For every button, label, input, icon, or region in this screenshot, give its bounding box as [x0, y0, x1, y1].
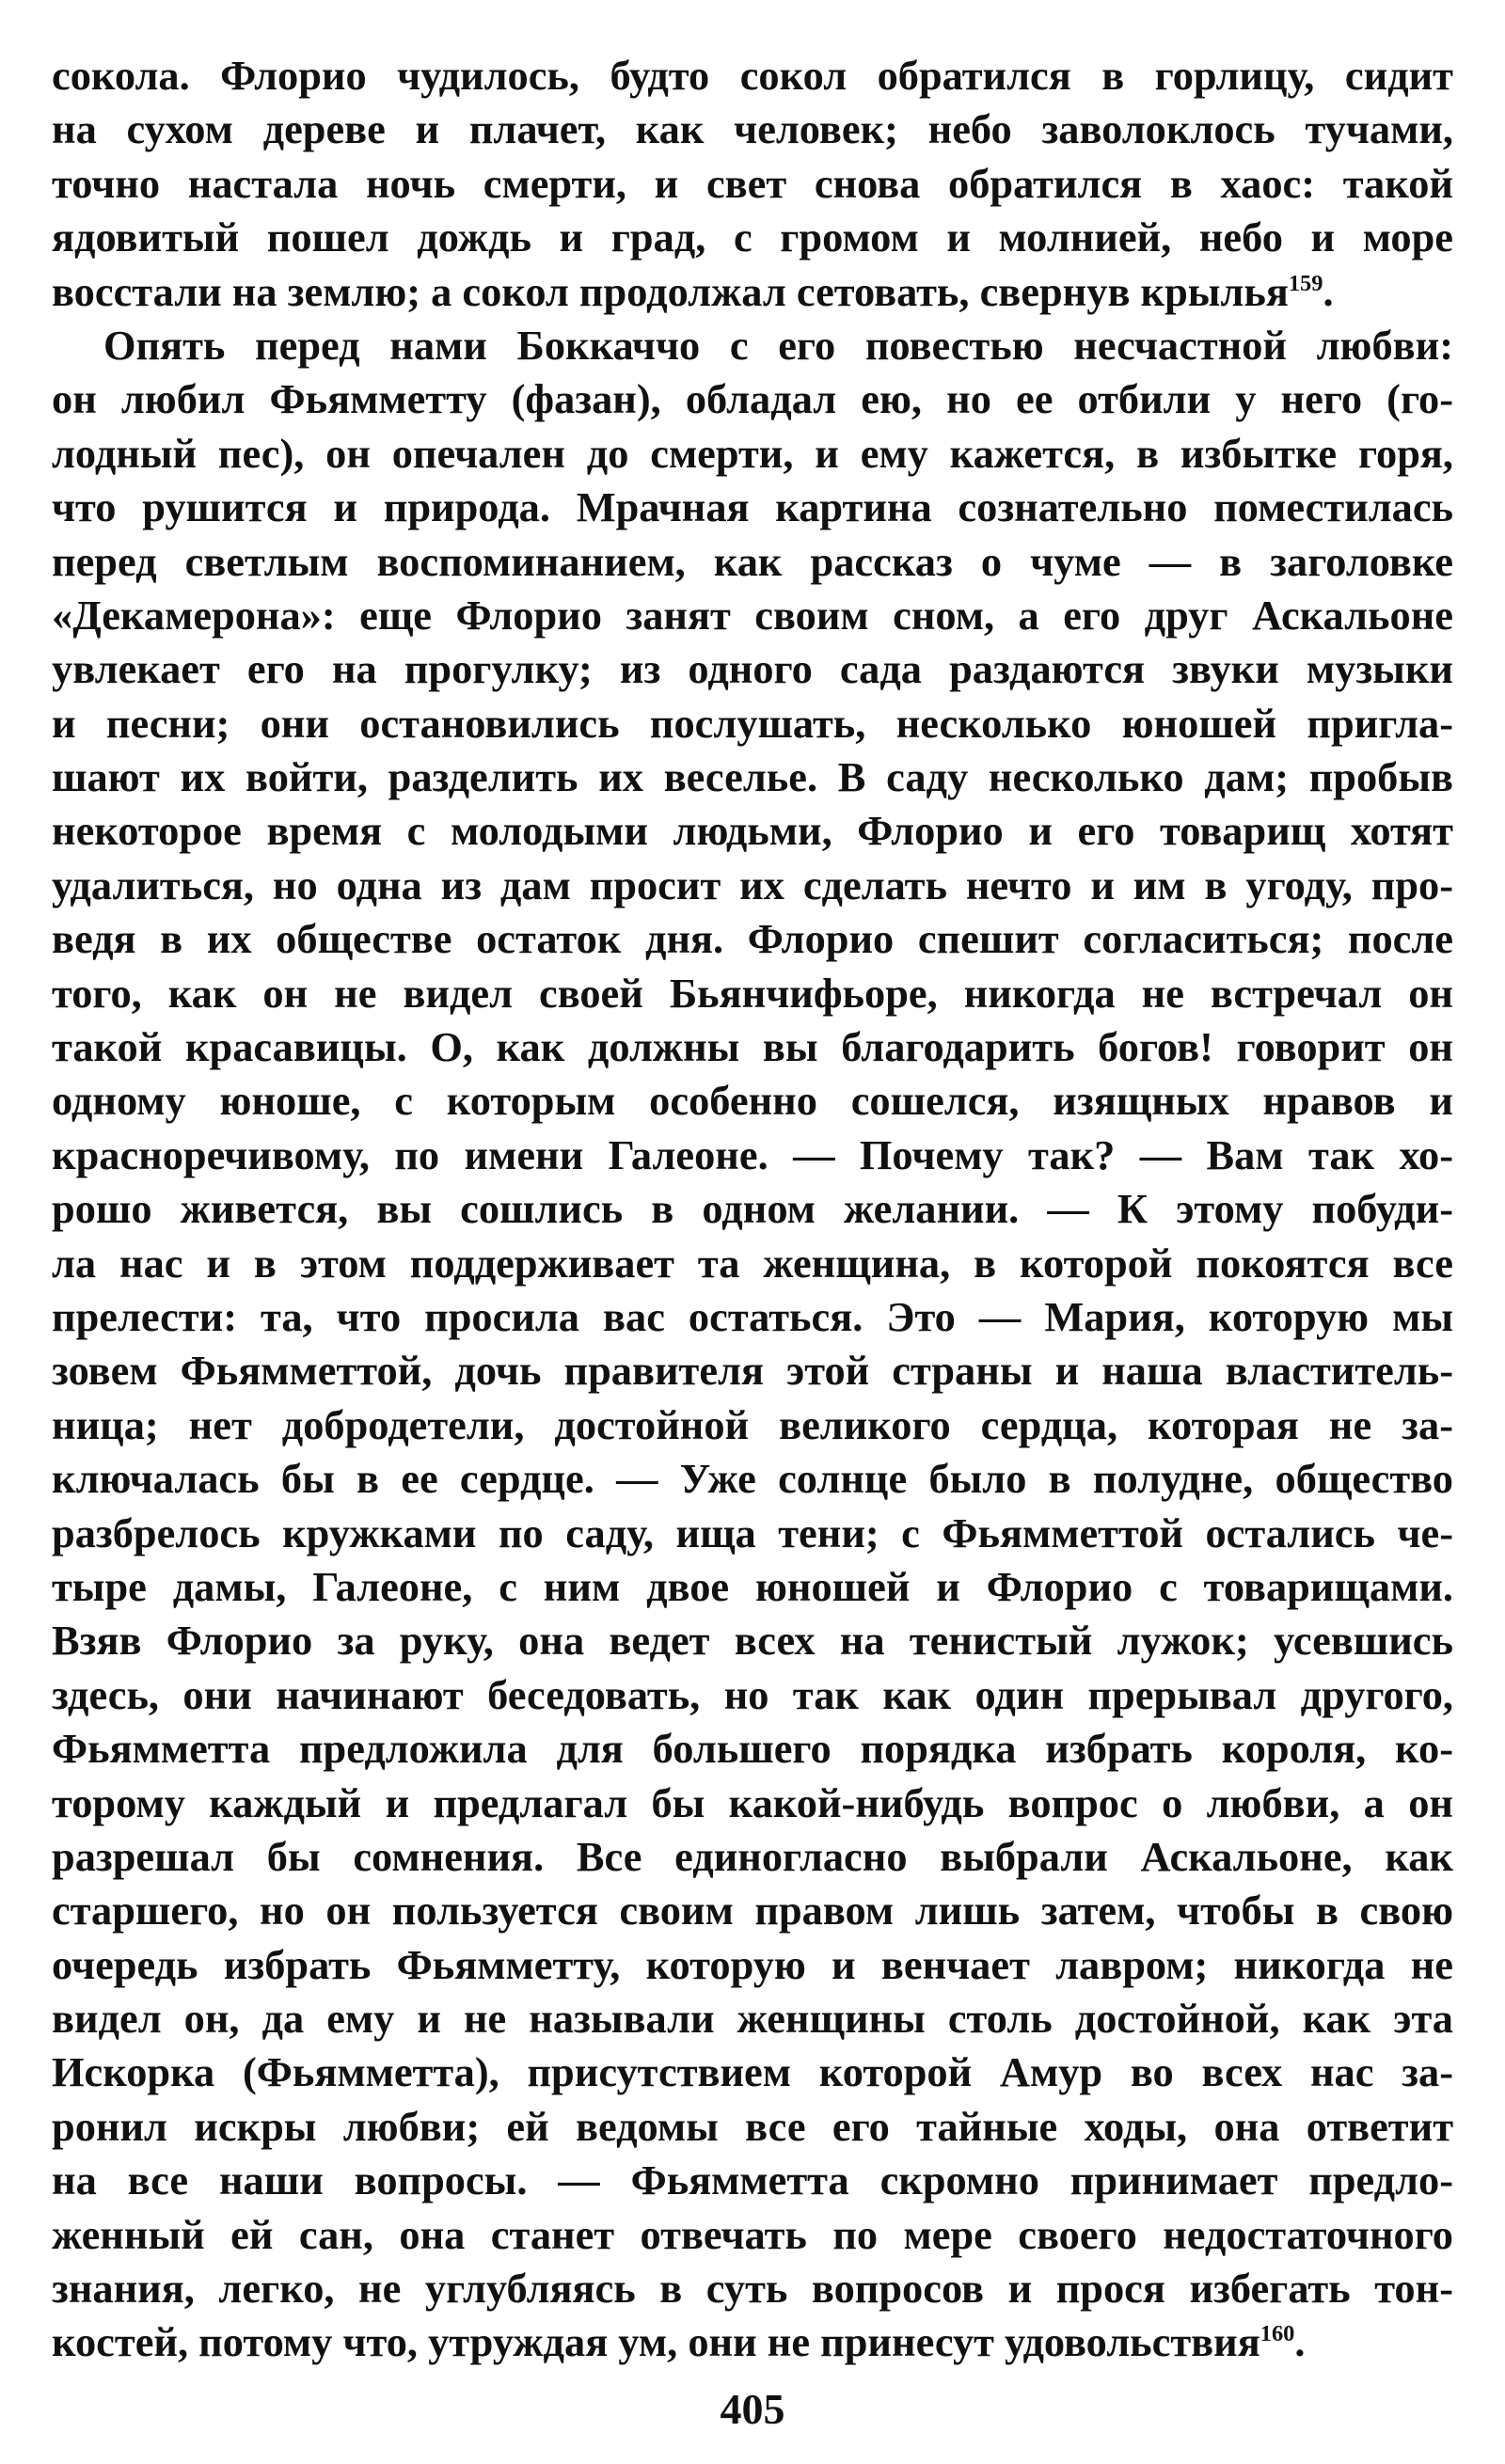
text-line: восстали на землю; а сокол продолжал сетовать, свернув крылья$^{159}$. [52, 267, 1334, 315]
text-line: Фьямметта предложила для большего порядка избрать короля, ко- [52, 1725, 1453, 1773]
text-line: перед светлым воспоминанием, как рассказ о чуме — в заголовке [52, 537, 1453, 585]
page-text [52, 49, 1453, 2370]
footnote-ref[interactable]: 159 [1288, 270, 1323, 296]
text-line: и песни; они остановились послушать, несколько юношей пригла- [52, 699, 1453, 747]
text-line: на все наши вопросы. — Фьямметта скромно принимает предло- [52, 2156, 1453, 2204]
text-line: он любил Фьямметту (фазан), обладал ею, но ее отбили у него (го- [52, 375, 1453, 423]
text-line: такой красавицы. О, как должны вы благодарить богов! говорит он [52, 1023, 1453, 1071]
text-line: увлекает его на прогулку; из одного сада раздаются звуки музыки [52, 645, 1453, 693]
footnote-ref[interactable]: 160 [1259, 2321, 1295, 2347]
text-line: красноречивому, по имени Галеоне. — Почему так? — Вам так хо- [52, 1130, 1453, 1178]
page-number: 405 [720, 2385, 785, 2433]
text-line: очередь избрать Фьямметту, которую и венчает лавром; никогда не [52, 1940, 1453, 1988]
text-line: того, как он не видел своей Бьянчифьоре, никогда не встречал он [52, 969, 1453, 1017]
text-line: Опять перед нами Боккаччо с его повестью несчастной любви: [103, 321, 1453, 369]
text-line: ключалась бы в ее сердце. — Уже солнце было в полудне, общество [52, 1455, 1453, 1503]
text-line: женный ей сан, она станет отвечать по мере своего недостаточного [52, 2210, 1453, 2258]
text-line: старшего, но он пользуется своим правом лишь затем, чтобы в свою [52, 1887, 1453, 1935]
text-line: разрешал бы сомнения. Все единогласно выбрали Аскальоне, как [52, 1832, 1453, 1880]
text-line: разбрелось кружками по саду, ища тени; с Фьямметтой остались че- [52, 1508, 1453, 1556]
text-line: знания, легко, не углубляясь в суть вопросов и прося избегать тон- [52, 2265, 1453, 2313]
text-line: Взяв Флорио за руку, она ведет всех на тенистый лужок; усевшись [52, 1617, 1453, 1665]
text-line: одному юноше, с которым особенно сошелся, изящных нравов и [52, 1077, 1453, 1125]
text-line: ница; нет добродетели, достойной великого сердца, которая не за- [52, 1400, 1453, 1448]
text-line: удалиться, но одна из дам просит их сделать нечто и им в угоду, про- [52, 861, 1453, 908]
text-line: зовем Фьямметтой, дочь правителя этой страны и наша властитель- [52, 1347, 1453, 1395]
text-line: рошо живется, вы сошлись в одном желании. — К этому побуди- [52, 1185, 1453, 1233]
text-line: «Декамерона»: еще Флорио занят своим сном, а его друг Аскальоне [52, 591, 1453, 639]
text-line: ронил искры любви; ей ведомы все его тайные ходы, она ответит [52, 2102, 1453, 2150]
text-line: видел он, да ему и не называли женщины столь достойной, как эта [52, 1995, 1453, 2043]
text-line: лодный пес), он опечален до смерти, и ему кажется, в избытке горя, [52, 429, 1453, 477]
text-line: ведя в их обществе остаток дня. Флорио спешит согласиться; после [52, 915, 1453, 963]
text-line: костей, потому что, утруждая ум, они не принесут удовольствия$^{160}$. [52, 2318, 1306, 2366]
text-line: шают их войти, разделить их веселье. В саду несколько дам; пробыв [52, 753, 1453, 801]
paragraph [52, 319, 1453, 2315]
text-line: точно настала ночь смерти, и свет снова обратился в хаос: такой [52, 159, 1453, 207]
text-line: тыре дамы, Галеоне, с ним двое юношей и Флорио с товарищами. [52, 1562, 1453, 1610]
text-line: сокола. Флорио чудилось, будто сокол обратился в горлицу, сидит [52, 52, 1453, 99]
text-line: Искорка (Фьямметта), присутствием которой Амур во всех нас за- [52, 2048, 1453, 2096]
paragraph [52, 49, 1453, 265]
text-line: что рушится и природа. Мрачная картина сознательно поместилась [52, 483, 1453, 531]
text-line: ла нас и в этом поддерживает та женщина, в которой покоятся все [52, 1239, 1453, 1287]
text-line: прелести: та, что просила вас остаться. Это — Мария, которую мы [52, 1292, 1453, 1340]
text-line: торому каждый и предлагал бы какой-нибудь вопрос о любви, а он [52, 1778, 1453, 1826]
text-line: ядовитый пошел дождь и град, с громом и молнией, небо и море [52, 213, 1453, 261]
text-line: на сухом дереве и плачет, как человек; небо заволоклось тучами, [52, 105, 1453, 153]
text-line: некоторое время с молодыми людьми, Флорио и его товарищ хотят [52, 807, 1453, 855]
text-line: здесь, они начинают беседовать, но так как один прерывал другого, [52, 1670, 1453, 1718]
